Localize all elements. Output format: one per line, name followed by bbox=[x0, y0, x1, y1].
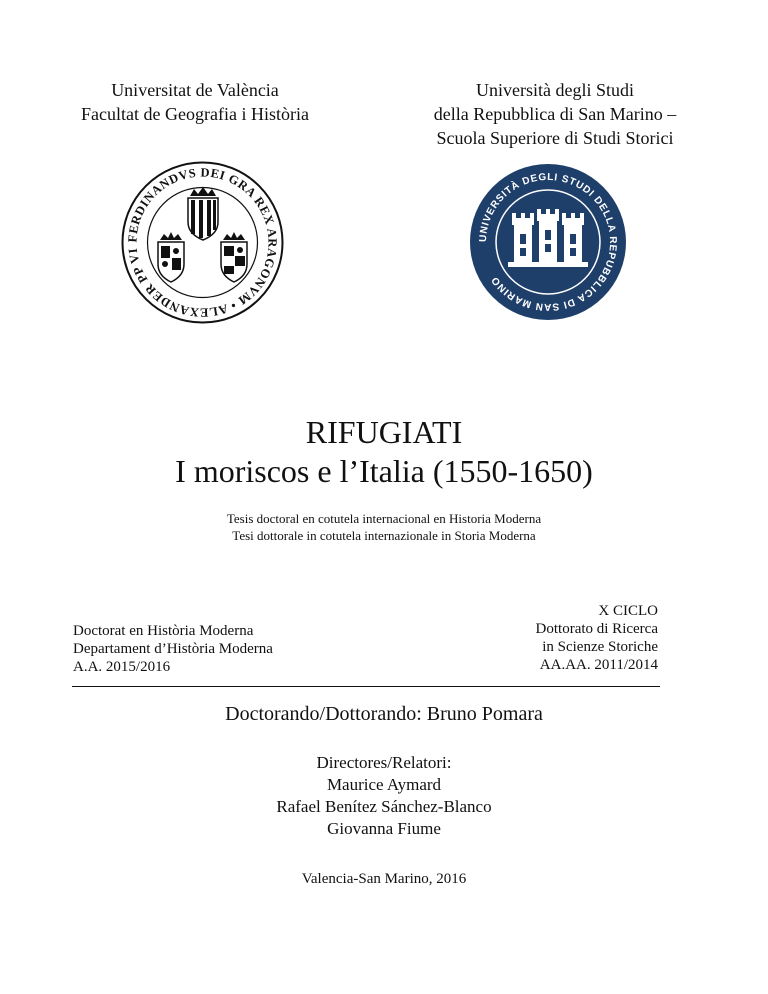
director-name: Giovanna Fiume bbox=[327, 819, 441, 838]
valencia-seal-icon bbox=[120, 160, 285, 325]
program-san-marino-field: in Scienze Storiche bbox=[542, 639, 658, 655]
institution-san-marino-republic: della Repubblica di San Marino – bbox=[433, 104, 677, 124]
program-san-marino-doctorate: Dottorato di Ricerca bbox=[535, 621, 658, 637]
institution-san-marino-school: Scuola Superiore di Studi Storici bbox=[436, 128, 674, 148]
program-valencia bbox=[73, 622, 393, 676]
program-valencia-doctorate: Doctorat en Història Moderna bbox=[73, 623, 254, 639]
valencia-seal-ring-text: FERDINANDVS DEI GRA REX ARAGONVM • ALEXANDER PP VI bbox=[125, 165, 280, 320]
thesis-type-italian: Tesi dottorale in cotutela internazionale in Storia Moderna bbox=[232, 528, 536, 543]
thesis-type bbox=[0, 510, 768, 544]
program-san-marino-cycle: X CICLO bbox=[598, 603, 658, 619]
divider bbox=[72, 686, 660, 687]
san-marino-seal-icon bbox=[468, 162, 628, 322]
program-san-marino bbox=[420, 602, 658, 674]
program-valencia-department: Departament d’Història Moderna bbox=[73, 641, 273, 657]
institution-san-marino-name: Università degli Studi bbox=[476, 80, 634, 100]
program-valencia-year: A.A. 2015/2016 bbox=[73, 659, 171, 675]
doctoral-candidate: Doctorando/Dottorando: Bruno Pomara bbox=[225, 703, 543, 725]
directors bbox=[0, 752, 768, 840]
thesis-title: RIFUGIATI bbox=[305, 414, 463, 450]
institution-san-marino bbox=[390, 78, 720, 150]
director-name: Rafael Benítez Sánchez-Blanco bbox=[276, 797, 492, 816]
institution-valencia-faculty: Facultat de Geografia i Història bbox=[81, 104, 309, 124]
director-name: Maurice Aymard bbox=[326, 775, 442, 794]
place-date: Valencia-San Marino, 2016 bbox=[301, 871, 467, 887]
institution-valencia-name: Universitat de València bbox=[111, 80, 279, 100]
thesis-subtitle: I moriscos e l’Italia (1550-1650) bbox=[175, 453, 593, 489]
directors-heading: Directores/Relatori: bbox=[316, 753, 452, 772]
institution-valencia bbox=[40, 78, 350, 126]
program-san-marino-years: AA.AA. 2011/2014 bbox=[539, 657, 658, 673]
thesis-type-spanish: Tesis doctoral en cotutela internacional en Historia Moderna bbox=[226, 511, 542, 526]
san-marino-seal-ring-text: UNIVERSITÀ DEGLI STUDI DELLA REPUBBLICA DI SAN MARINO bbox=[477, 171, 619, 313]
